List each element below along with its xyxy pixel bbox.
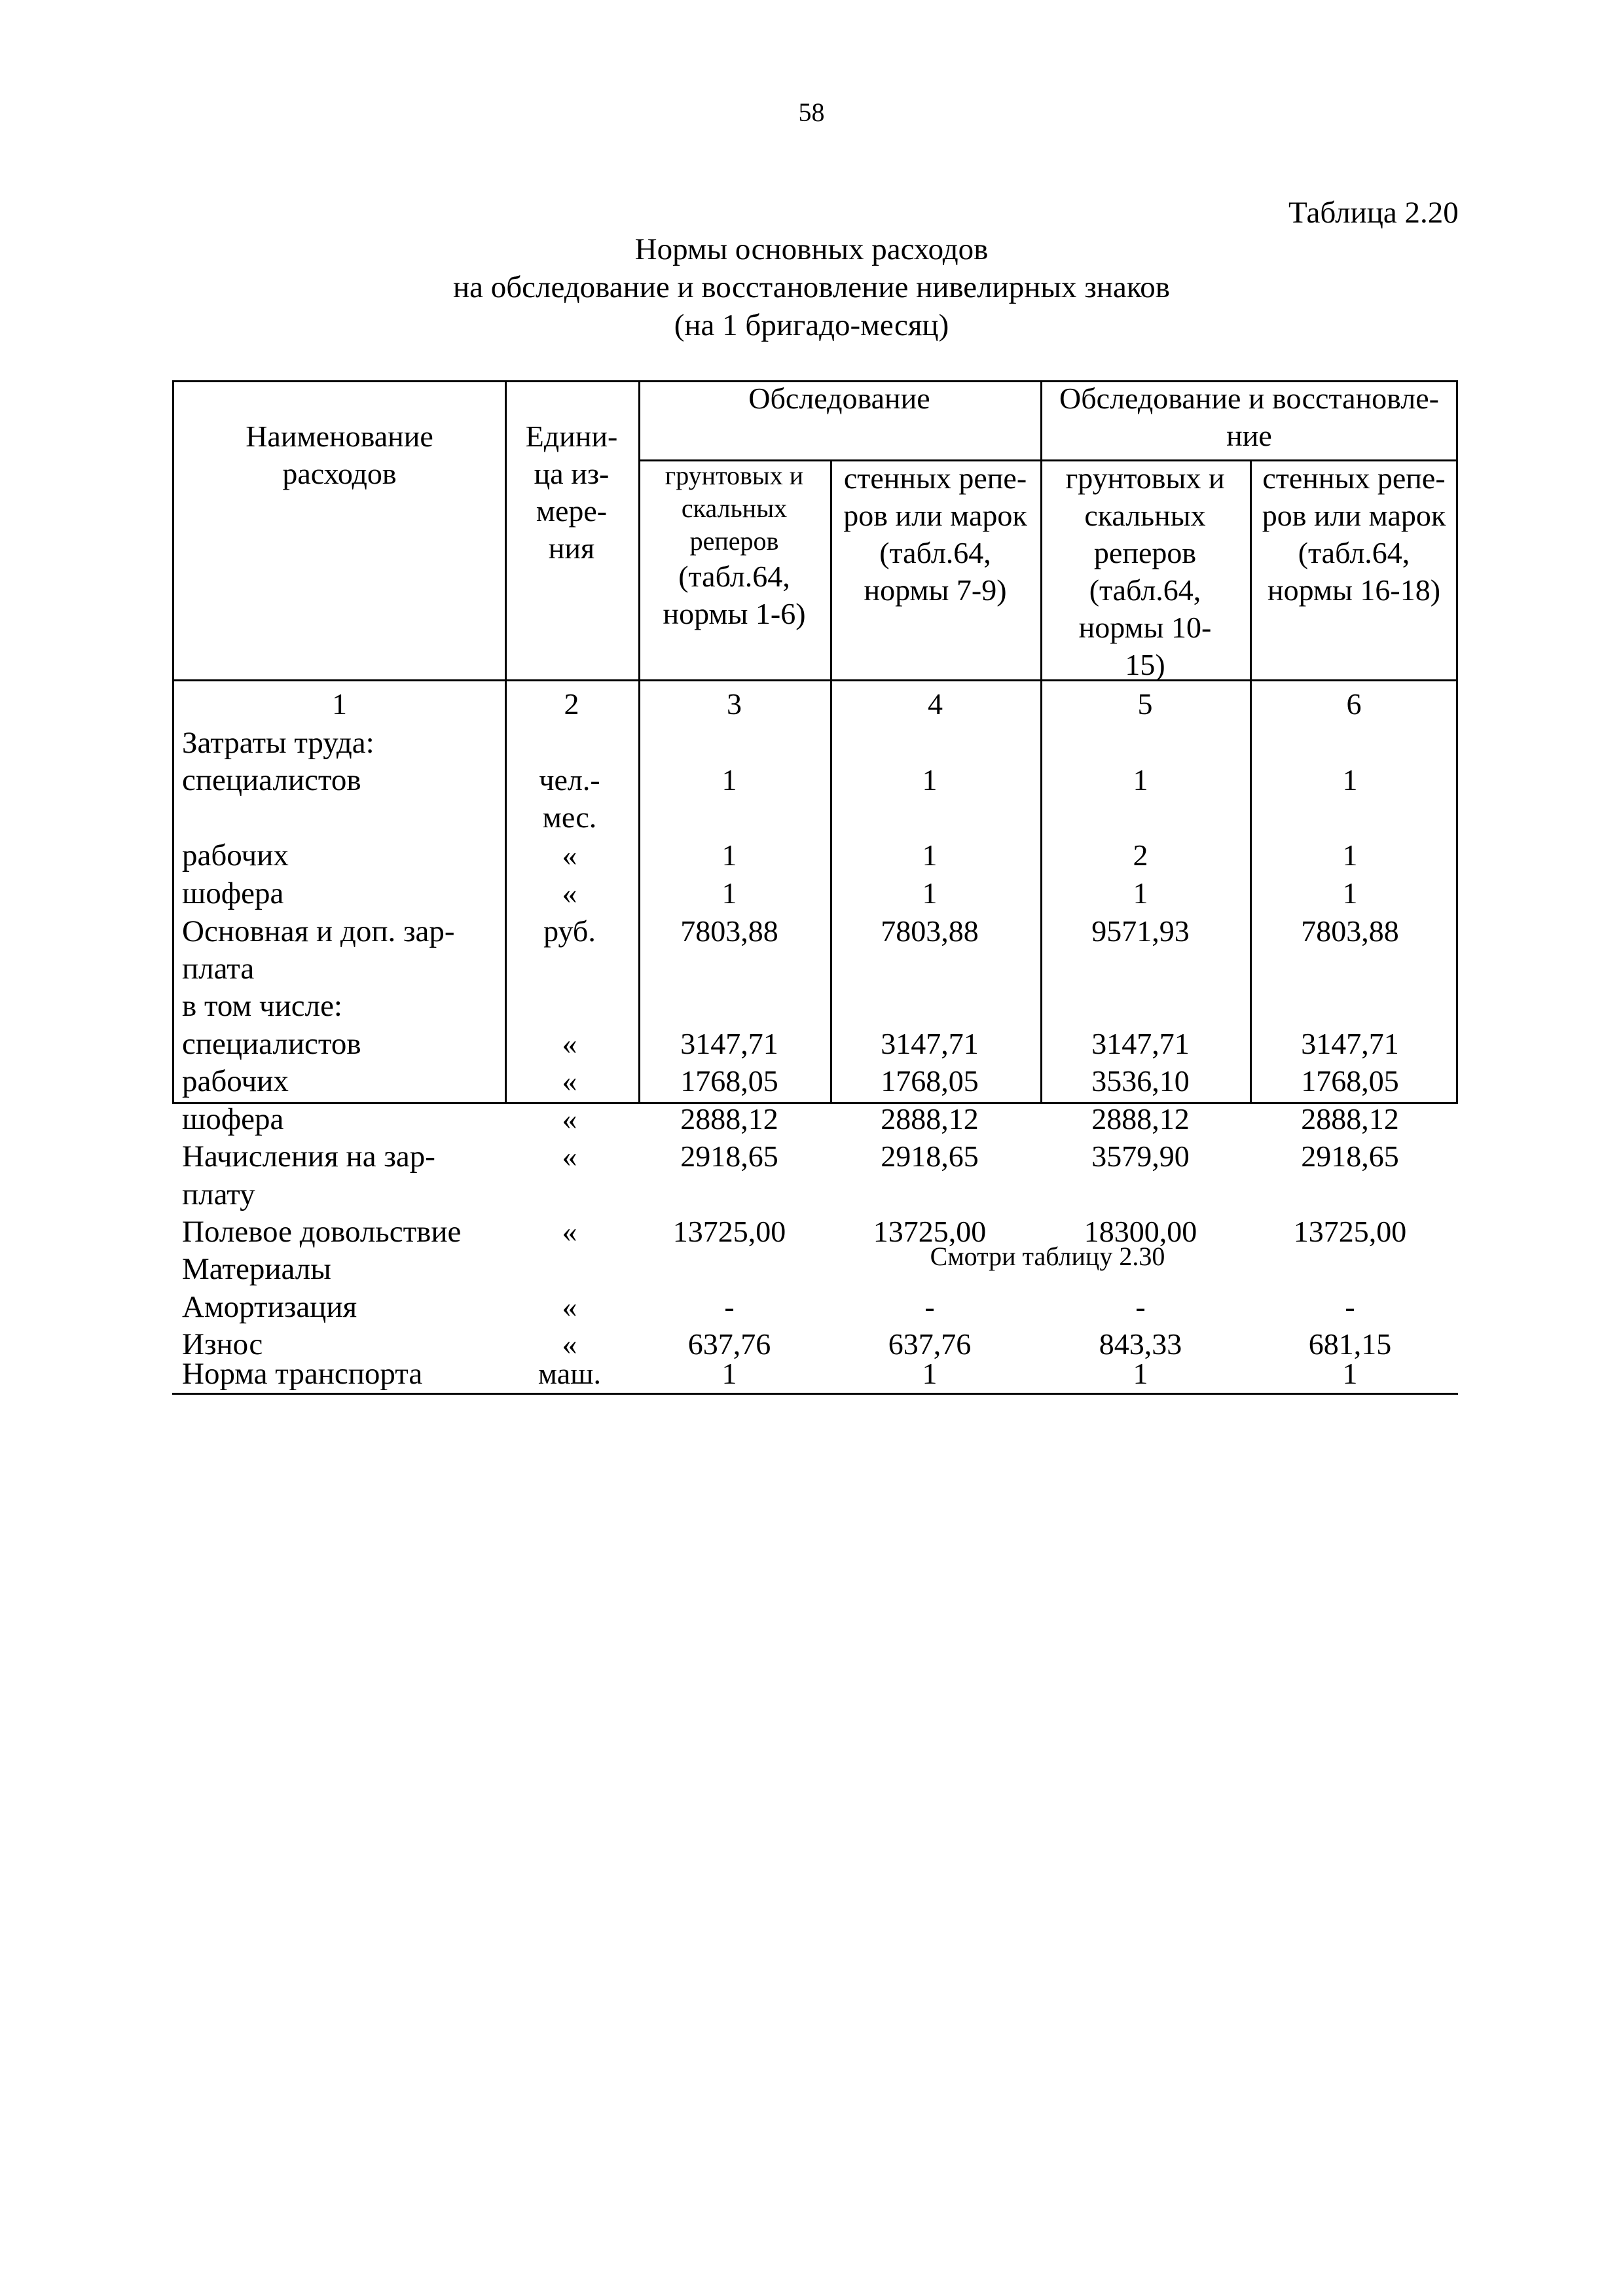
header-col-3-line: грунтовых и	[665, 461, 804, 490]
header-col-4-line: (табл.64,	[879, 536, 991, 569]
table-cell: 3536,10	[1091, 1064, 1190, 1098]
row-label: Износ	[182, 1327, 263, 1361]
header-unit	[505, 418, 638, 567]
header-group-line: ние	[1226, 419, 1272, 452]
column-number: 3	[727, 687, 742, 721]
table-cell: 681,15	[1308, 1327, 1392, 1361]
table-cell: 3147,71	[881, 1027, 979, 1060]
table-cell: 1	[721, 1357, 737, 1390]
row-unit: «	[562, 876, 577, 910]
table-cell: 1768,05	[881, 1064, 979, 1098]
table-cell: 1	[1342, 1357, 1358, 1390]
header-col-5-line: грунтовых и	[1065, 461, 1225, 495]
row-unit: руб.	[543, 914, 596, 948]
header-col-3-line: (табл.64,	[678, 560, 790, 593]
row-label: Начисления на зар-	[182, 1139, 435, 1174]
table-cell: 1	[922, 838, 938, 872]
table-cell: 1	[721, 838, 737, 872]
row-unit: «	[562, 838, 577, 872]
header-unit-line: Едини-	[525, 420, 618, 453]
header-col-5-line: нормы 10-	[1078, 611, 1212, 644]
column-number: 6	[1346, 687, 1362, 721]
table-number: Таблица 2.20	[1288, 196, 1459, 230]
header-name	[174, 418, 505, 492]
row-unit: мес.	[542, 800, 597, 834]
header-col-6-line: стенных репе-	[1262, 461, 1446, 495]
table-cell: 2888,12	[881, 1102, 979, 1136]
table-cell: 1	[1133, 876, 1148, 910]
row-label: в том числе:	[182, 989, 342, 1023]
header-col-3-line: нормы 1-6)	[663, 597, 806, 630]
table-cell: -	[724, 1290, 735, 1323]
row-label: шофера	[182, 876, 284, 910]
table-cell: 2918,65	[881, 1139, 979, 1173]
table-cell: 2888,12	[680, 1102, 778, 1136]
header-col-5	[1040, 459, 1250, 683]
table-cell: 18300,00	[1084, 1215, 1197, 1248]
table-cell: 1	[721, 763, 737, 797]
row-unit: «	[562, 1027, 577, 1060]
table-cell: 1	[922, 1357, 938, 1390]
row-label: Затраты труда:	[182, 726, 374, 760]
header-col-3-line: скальных	[681, 493, 788, 523]
row-unit: «	[562, 1327, 577, 1361]
table-title-line-2: на обследование и восстановление нивелирных знаков	[453, 270, 1170, 304]
row-label: плату	[182, 1177, 255, 1211]
row-label: Норма транспорта	[182, 1357, 423, 1391]
header-col-4	[830, 459, 1040, 609]
header-group-survey-restore	[1040, 380, 1458, 454]
row-label: Материалы	[182, 1252, 331, 1286]
table-cell: 1	[922, 763, 938, 797]
page-number: 58	[798, 98, 825, 127]
table-cell: 2918,65	[1301, 1139, 1399, 1173]
table-cell: 7803,88	[680, 914, 778, 948]
table-bottom-rule	[172, 1393, 1458, 1395]
header-col-5-line: (табл.64,	[1089, 573, 1201, 607]
row-unit: «	[562, 1064, 577, 1098]
table-cell: 1	[922, 876, 938, 910]
table-cell: 2918,65	[680, 1139, 778, 1173]
header-col-3-line: реперов	[689, 526, 779, 556]
header-name-line: Наименование	[246, 420, 433, 453]
table-cell: 637,76	[687, 1327, 771, 1361]
column-number: 5	[1137, 687, 1153, 721]
row-label: плата	[182, 952, 255, 986]
table-cell: 2888,12	[1091, 1102, 1190, 1136]
row-label: Амортизация	[182, 1290, 357, 1324]
table-cell: 13725,00	[1293, 1215, 1407, 1248]
table-cell: 13725,00	[873, 1215, 987, 1248]
header-col-4-line: нормы 7-9)	[864, 573, 1007, 607]
row-unit: чел.-	[539, 763, 600, 797]
row-label: шофера	[182, 1102, 284, 1136]
header-col-6-line: (табл.64,	[1298, 536, 1410, 569]
table-cell: 9571,93	[1091, 914, 1190, 948]
table-cell: 1	[1133, 1357, 1148, 1390]
table-title-line-1: Нормы основных расходов	[634, 232, 989, 266]
header-name-line: расходов	[282, 457, 397, 490]
header-unit-line: ния	[548, 531, 595, 565]
table-title-line-3: (на 1 бригадо-месяц)	[674, 308, 949, 342]
row-unit: «	[562, 1102, 577, 1136]
header-col-6	[1250, 459, 1458, 609]
header-col-6-line: ров или марок	[1262, 499, 1446, 532]
row-label: рабочих	[182, 838, 289, 872]
header-col-4-line: стенных репе-	[843, 461, 1027, 495]
table-cell: 1	[721, 876, 737, 910]
table-cell: 843,33	[1099, 1327, 1182, 1361]
table-cell: 1	[1342, 763, 1358, 797]
header-group-line: Обследование и восстановле-	[1059, 382, 1439, 415]
column-number: 4	[928, 687, 943, 721]
table-cell: 7803,88	[1301, 914, 1399, 948]
column-number: 1	[332, 687, 347, 721]
table-cell: -	[1345, 1290, 1355, 1323]
table-cell: 3579,90	[1091, 1139, 1190, 1173]
header-col-5-line: скальных	[1084, 499, 1206, 532]
table-cell: -	[1135, 1290, 1146, 1323]
table-cell: 1	[1342, 876, 1358, 910]
header-col-6-line: нормы 16-18)	[1267, 573, 1441, 607]
row-unit: маш.	[538, 1357, 602, 1390]
table-cell: 2	[1133, 838, 1148, 872]
column-number: 2	[564, 687, 579, 721]
materials-note: Смотри таблицу 2.30	[930, 1242, 1165, 1271]
table-cell: 1768,05	[1301, 1064, 1399, 1098]
table-cell: 3147,71	[1091, 1027, 1190, 1060]
header-col-5-line: реперов	[1093, 536, 1197, 569]
header-col-3	[638, 459, 830, 632]
header-col-5-line: 15)	[1125, 648, 1165, 681]
row-label: специалистов	[182, 763, 361, 797]
header-unit-line: ца из-	[534, 457, 610, 490]
table-cell: 1	[1342, 838, 1358, 872]
row-label: специалистов	[182, 1027, 361, 1061]
row-unit: «	[562, 1215, 577, 1248]
table-cell: 2888,12	[1301, 1102, 1399, 1136]
table-cell: 7803,88	[881, 914, 979, 948]
table-cell: 1	[1133, 763, 1148, 797]
table-cell: 637,76	[888, 1327, 972, 1361]
row-unit: «	[562, 1139, 577, 1173]
row-label: Основная и доп. зар-	[182, 914, 455, 948]
row-unit: «	[562, 1290, 577, 1323]
table-cell: 3147,71	[1301, 1027, 1399, 1060]
table-cell: 3147,71	[680, 1027, 778, 1060]
table-cell: 1768,05	[680, 1064, 778, 1098]
header-group-survey: Обследование	[748, 382, 930, 415]
table-cell: 13725,00	[672, 1215, 786, 1248]
table-cell: -	[924, 1290, 935, 1323]
row-label: Полевое довольствие	[182, 1215, 462, 1249]
row-label: рабочих	[182, 1064, 289, 1098]
header-unit-line: мере-	[536, 494, 608, 528]
header-divider	[174, 679, 1458, 681]
header-col-4-line: ров или марок	[843, 499, 1027, 532]
